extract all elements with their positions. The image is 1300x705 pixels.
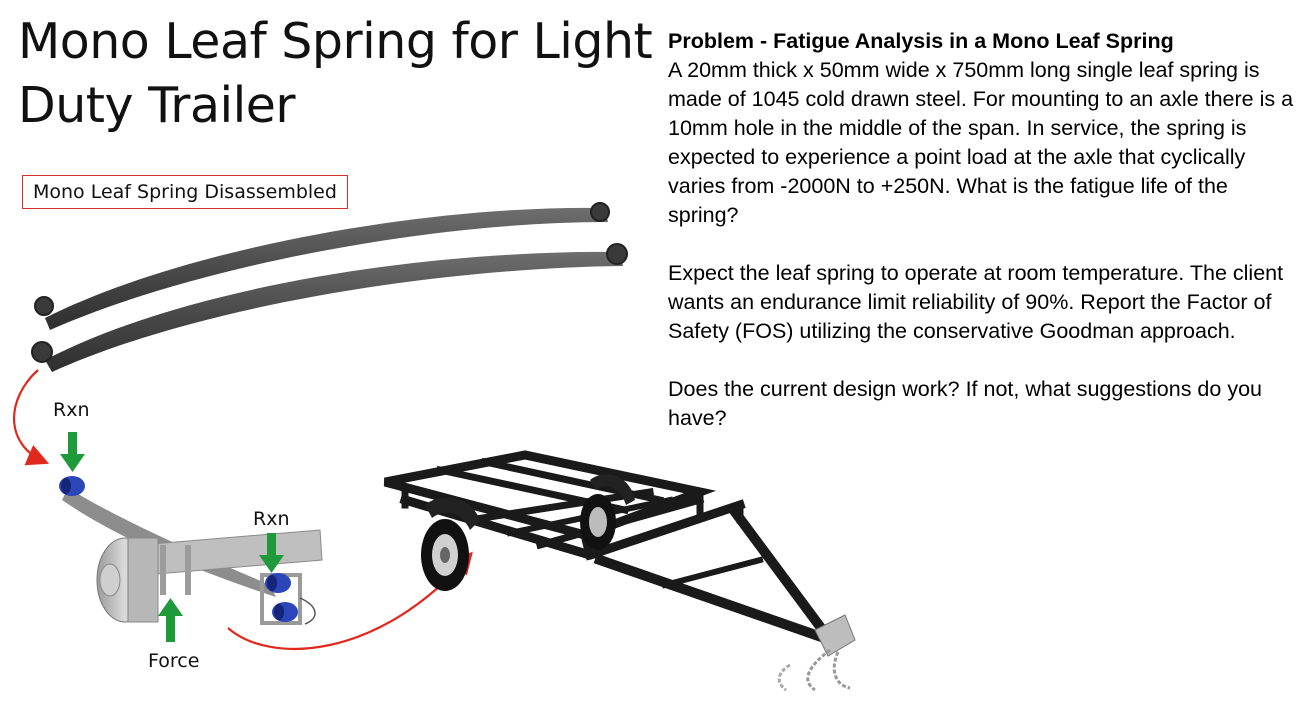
- arrow-spring-to-assembly: [14, 370, 45, 462]
- trailer-wheel-right: [580, 494, 616, 550]
- trailer-wheel-left: [421, 519, 469, 591]
- problem-paragraph-1: A 20mm thick x 50mm wide x 750mm long single leaf spring is made of 1045 cold drawn steel. For mounting to an axle there is a 10mm hole in the middle of the span. In service, the spring is expected to experience a point load at the axle that cyclically varies from -2000N to +250N. What is the fatigue life of the spring?: [668, 58, 1294, 227]
- reaction-label-left: Rxn: [53, 399, 90, 421]
- slide-title: Mono Leaf Spring for Light Duty Trailer: [18, 13, 653, 134]
- force-arrow: [158, 598, 183, 642]
- bushing-left: [59, 476, 85, 496]
- bushing-right-lower: [272, 602, 298, 622]
- problem-heading: Problem - Fatigue Analysis in a Mono Leaf Spring: [668, 29, 1174, 53]
- problem-paragraph-3: Does the current design work? If not, what suggestions do you have?: [668, 377, 1262, 430]
- axle-assembly: [59, 476, 322, 624]
- reaction-label-right: Rxn: [253, 508, 290, 530]
- force-label: Force: [148, 650, 200, 672]
- disassembled-label: Mono Leaf Spring Disassembled: [22, 175, 348, 209]
- reaction-arrow-left: [60, 432, 85, 472]
- bushing-right-upper: [265, 573, 291, 593]
- leaf-spring-lower: [32, 244, 627, 372]
- problem-paragraph-2: Expect the leaf spring to operate at room temperature. The client wants an endurance limit reliability of 90%. Report the Factor of Safety (FOS) utilizing the conservative Goodman approach.: [668, 261, 1284, 343]
